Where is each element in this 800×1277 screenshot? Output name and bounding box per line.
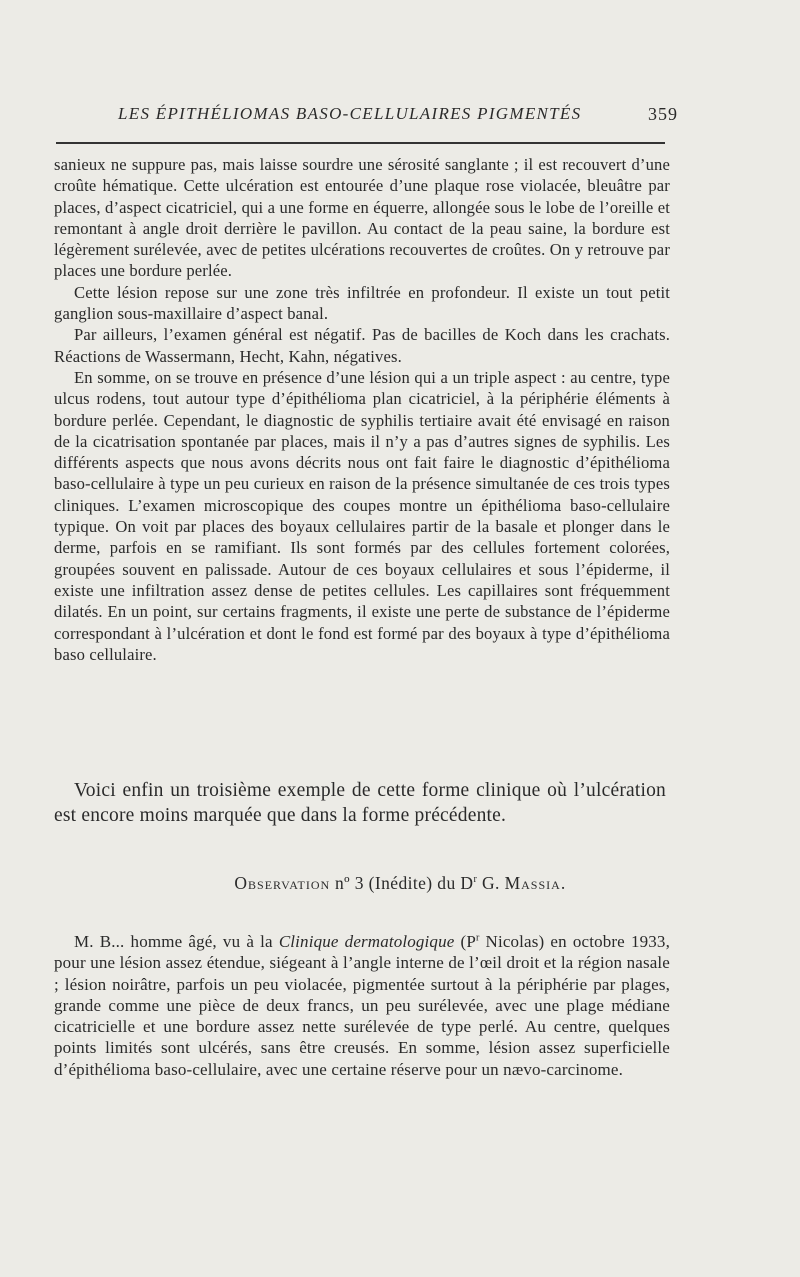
author-title: D — [460, 873, 474, 893]
observation-number: nº 3 — [334, 873, 364, 893]
paragraph: sanieux ne suppure pas, mais laisse sourdre une sérosité sanglante ; il est recouvert d’une croûte hématique. Cette ulcération est entourée d’une plaque rose violacée, bleuâtre par places, d’aspect cicatriciel, qui a une forme en équerre, allongée sous le lobe de l’oreille et remontant à angle droit derrière le pavillon. Au contact de la peau saine, la bordure est légèrement surélevée, avec de petites ulcérations recouvertes de croûtes. On y retrouve par places une bordure perlée. — [54, 155, 670, 281]
case-description — [54, 154, 670, 665]
observation-body — [54, 931, 670, 1080]
author-title-sup: r — [473, 874, 478, 886]
paragraph — [54, 931, 670, 1080]
author-name: Massia — [504, 873, 561, 893]
observation-label: Observation — [234, 873, 331, 893]
running-header — [118, 104, 678, 130]
paragraph: En somme, on se trouve en présence d’une lésion qui a un triple aspect : au centre, type ulcus rodens, tout autour type d’épithélioma plan cicatriciel, à la périphérie éléments à bordure perlée. Cependant, le diagnostic de syphilis tertiaire avait été envisagé en raison de la cicatrisation spontanée par places, mais il n’y a pas d’autres signes de syphilis. Les différents aspects que nous avons décrits nous ont fait faire le diagnostic d’épithélioma baso-cellulaire à type un peu curieux en raison de la présence simultanée de ces trois types cliniques. L’examen microscopique des coupes montre un épithélioma baso-cellulaire typique. On voit par places des boyaux cellulaires partir de la basale et plonger dans le derme, parfois en se ramifiant. Ils sont formés par des cellules fortement colorées, groupées souvent en palissade. Autour de ces boyaux cellulaires et sous l’épiderme, il existe une infiltration assez dense de petites cellules. Les capillaires sont fréquemment dilatés. En un point, sur certains fragments, il existe une perte de substance de l’épiderme correspondant à l’ulcération et dont le fond est formé par des boyaux à type d’épithélioma baso cellulaire. — [54, 367, 670, 664]
observation-by: du — [437, 873, 456, 893]
prof-open: (P — [454, 932, 476, 951]
clinic-name: Clinique dermatologique — [278, 932, 455, 951]
author-initial: G. — [481, 873, 500, 893]
heading-end: . — [560, 873, 566, 893]
observation-intro-text: M. B... homme âgé, vu à la — [74, 932, 279, 951]
prof-sup: r — [475, 932, 480, 944]
observation-heading — [0, 873, 800, 894]
observation-status: (Inédite) — [368, 873, 433, 893]
running-title: LES ÉPITHÉLIOMAS BASO-CELLULAIRES PIGMENTÉS — [118, 104, 582, 123]
intro-paragraph: Voici enfin un troisième exemple de cette forme clinique où l’ulcération est encore moins marquée que dans la forme précédente. — [54, 780, 666, 826]
observation-rest: Nicolas) en octobre 1933, pour une lésion assez étendue, siégeant à l’angle interne de l’œil droit et la région nasale ; lésion noirâtre, parfois un peu violacée, pigmentée surtout à la périphérie par plages, grande comme une pièce de deux francs, un peu surélevée, avec une plage médiane cicatricielle et une bordure assez nette surélevée de type perlé. Au centre, quelques points limités sont ulcérés, sans être creusés. En somme, lésion assez superficielle d’épithélioma baso-cellulaire, avec une certaine réserve pour un nævo-carcinome. — [54, 932, 670, 1079]
paragraph: Cette lésion repose sur une zone très infiltrée en profondeur. Il existe un tout petit ganglion sous-maxillaire d’aspect banal. — [54, 282, 670, 324]
page-number: 359 — [648, 104, 678, 124]
header-rule — [56, 142, 665, 144]
paragraph: Par ailleurs, l’examen général est négatif. Pas de bacilles de Koch dans les crachats. Réactions de Wassermann, Hecht, Kahn, négatives. — [54, 325, 670, 366]
